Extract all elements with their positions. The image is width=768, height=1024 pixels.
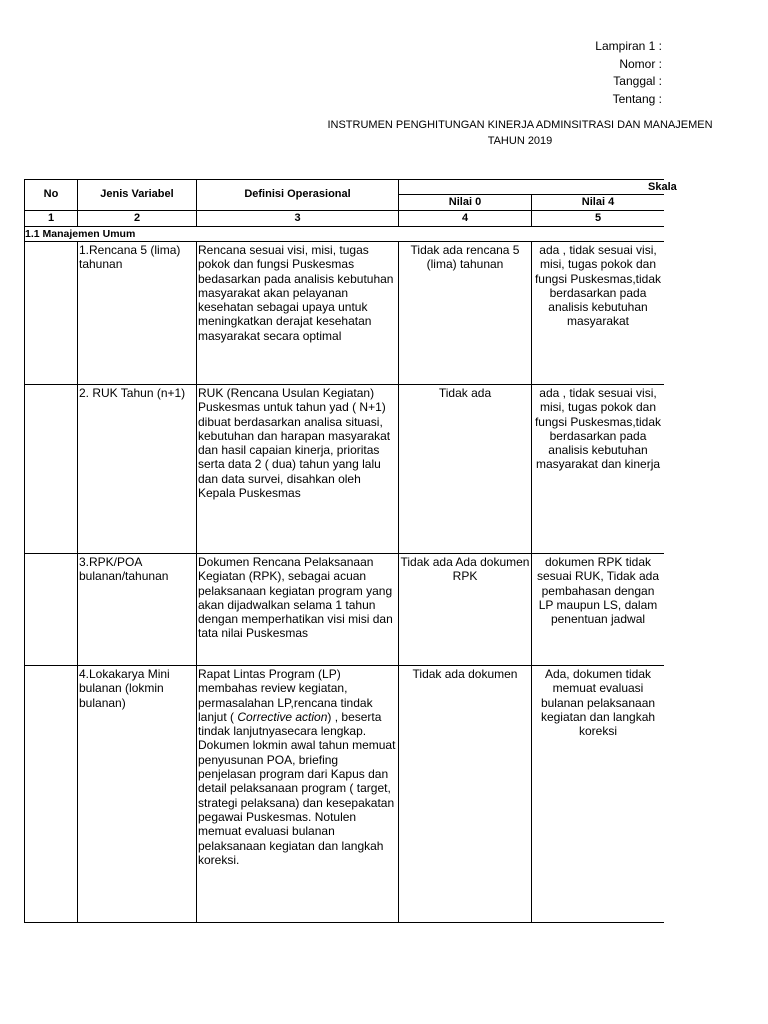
row2-jenis-variabel: 2. RUK Tahun (n+1) — [79, 386, 186, 400]
row4-definisi — [198, 667, 398, 867]
row4-nilai-4: Ada, dokumen tidak memuat evaluasi bulanan pelaksanaan kegiatan dan langkah koreksi — [540, 667, 656, 739]
tanggal-label: Tanggal : — [613, 74, 662, 88]
tentang-label: Tentang : — [612, 91, 662, 106]
row3-jenis-variabel: 3.RPK/POA bulanan/tahunan — [79, 555, 169, 584]
col-number-1: 1 — [47, 212, 55, 224]
row1-jenis-variabel: 1.Rencana 5 (lima) tahunan — [79, 243, 181, 272]
header-jenis-variabel: Jenis Variabel — [100, 188, 174, 200]
col-number-5: 5 — [594, 212, 602, 224]
nomor-label: Nomor : — [619, 56, 662, 71]
lampiran-label: Lampiran 1 : — [595, 39, 662, 53]
row2-nilai-4: ada , tidak sesuai visi, misi, tugas pokok dan fungsi Puskesmas,tidak berdasarkan pada analisis kebutuhan masyarakat dan kinerja — [534, 386, 662, 472]
col-number-3: 3 — [294, 212, 301, 224]
header-definisi-operasional: Definisi Operasional — [244, 188, 351, 200]
header-nilai-0: Nilai 0 — [448, 196, 482, 208]
row4-definisi-part2: ) , beserta tindak lanjutnyasecara lengkap. Dokumen lokmin awal tahun memuat penyusunan POA, briefing penjelasan program dari Kapus dan detail pelaksanaan program ( target, strategi pelaksana) dan kesepakatan pegawai Puskesmas. Notulen memuat evaluasi bulanan pelaksanaan kegiatan dan langkah koreksi. — [198, 709, 396, 867]
row3-nilai-4: dokumen RPK tidak sesuai RUK, Tidak ada pembahasan dengan LP maupun LS, dalam penentuan jadwal — [536, 555, 660, 627]
col-number-4: 4 — [461, 212, 469, 224]
row3-nilai-0: Tidak ada Ada dokumen RPK — [400, 555, 530, 584]
row3-definisi: Dokumen Rencana Pelaksanaan Kegiatan (RPK), sebagai acuan pelaksanaan kegiatan program yang akan dijadwalkan selama 1 tahun dengan memperhatikan visi misi dan tata nilai Puskesmas — [198, 555, 393, 641]
document-title: INSTRUMEN PENGHITUNGAN KINERJA ADMINSITRASI DAN MANAJEMEN — [327, 119, 713, 131]
header-no: No — [43, 188, 59, 200]
row1-definisi: Rencana sesuai visi, misi, tugas pokok dan fungsi Puskesmas bedasarkan pada analisis kebutuhan masyarakat akan pelayanan kesehatan sebagai upaya untuk meningkatkan derajat kesehatan masyarakat secara optimal — [198, 243, 394, 343]
row4-definisi-emphasis: Corrective action — [237, 709, 328, 724]
header-skala: Skala — [648, 181, 677, 193]
row2-nilai-0: Tidak ada — [438, 386, 492, 400]
section-title: 1.1 Manajemen Umum — [25, 228, 136, 240]
col-number-2: 2 — [133, 212, 141, 224]
row2-definisi: RUK (Rencana Usulan Kegiatan) Puskesmas untuk tahun yad ( N+1) dibuat berdasarkan analisa situasi, kebutuhan dan harapan masyarakat dan hasil capaian kinerja, prioritas serta data 2 ( dua) tahun yang lalu dan data survei, disahkan oleh Kepala Puskesmas — [198, 386, 391, 501]
header-nilai-4: Nilai 4 — [581, 196, 615, 208]
row4-jenis-variabel: 4.Lokakarya Mini bulanan (lokmin bulanan) — [79, 667, 170, 710]
row1-nilai-0: Tidak ada rencana 5 (lima) tahunan — [410, 243, 520, 272]
row1-nilai-4: ada , tidak sesuai visi, misi, tugas pokok dan fungsi Puskesmas,tidak berdasarkan pada analisis kebutuhan masyarakat — [534, 243, 662, 329]
document-year: TAHUN 2019 — [487, 135, 553, 147]
row4-nilai-0: Tidak ada dokumen — [412, 667, 518, 681]
row4-definisi-part1: Rapat Lintas Program (LP) membahas review kegiatan, permasalahan LP,rencana tindak lanjut ( — [198, 667, 373, 724]
